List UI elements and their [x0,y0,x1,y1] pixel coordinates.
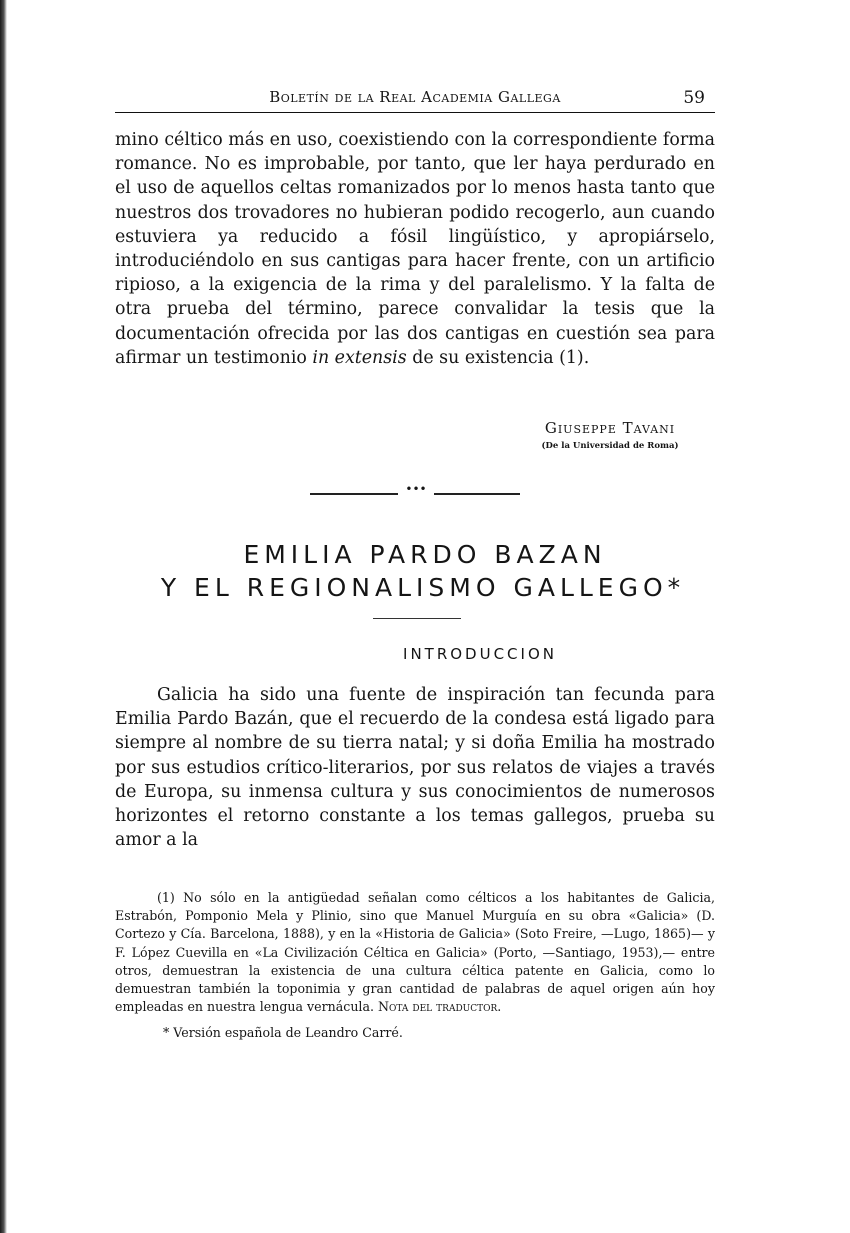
previous-article-conclusion [115,128,715,370]
italic-phrase: in extensis [312,347,407,368]
author-signature [505,419,715,451]
author-affiliation: (De la Universidad de Roma) [541,441,679,451]
article-title-line-2: Y EL REGIONALISMO GALLEGO* [160,573,686,602]
title-rule [373,618,461,619]
running-title: Boletín de la Real Academia Gallega [269,88,561,106]
body-text-start: mino céltico más en uso, coexistiendo con la correspondiente forma romance. No es improbable, por tanto, que ler haya perdurado en el uso de aquellos celtas romanizados por lo menos hasta tanto que nuestros dos trovadores no hubieran podido recogerlo, aun cuando estuviera ya reducido a fósil lingüístico, y apropiárselo, introduciéndolo en sus cantigas para hacer frente, con un artificio ripioso, a la exigencia de la rima y del paralelismo. Y la falta de otra prueba del término, parece convalidar la tesis que la documentación ofrecida por las dos cantigas en cuestión sea para afirmar un testimonio [115,130,715,368]
page-binding-edge [0,0,7,1233]
article-body [115,683,715,852]
article-paragraph: Galicia ha sido una fuente de inspiración tan fecunda para Emilia Pardo Bazán, que el recuerdo de la condesa está ligado para siempre al nombre de su tierra natal; y si doña Emilia ha mostrado por sus estudios crítico-literarios, por sus relatos de viajes a través de Europa, su inmensa cultura y sus conocimientos de numerosos horizontes el retorno constante a los temas gallegos, prueba su amor a la [115,685,715,851]
body-paragraph [115,128,715,370]
article-title-line-1: EMILIA PARDO BAZAN [243,540,607,569]
author-name: Giuseppe Tavani [544,419,676,437]
footnote-1 [115,889,715,1016]
running-header [115,86,715,113]
separator-ornament: ••• [398,483,434,495]
footnotes [115,889,715,1043]
section-heading: INTRODUCCION [403,645,557,663]
footnote-2: * Versión española de Leandro Carré. [163,1025,403,1041]
footnote-1-text: (1) No sólo en la antigüedad señalan como célticos a los habitantes de Galicia, Estrabón, Pomponio Mela y Plinio, sino que Manuel Murguía en su obra «Galicia» (D. Cortezo y Cía. Barcelona, 1888), y en la «Historia de Galicia» (Soto Freire, —Lugo, 1865)— y F. López Cuevilla en «La Civilización Céltica en Galicia» (Porto, —Santiago, 1953),— entre otros, demuestran la existencia de una cultura céltica patente en Galicia, como lo demuestran también la toponimia y gran cantidad de palabras de aquel origen aún hoy empleadas en nuestra lengua vernácula. [115,890,715,1015]
translator-note: Nota del traductor. [377,999,502,1015]
body-text-end: de su existencia (1). [412,347,590,368]
page-number: 59 [683,88,705,108]
